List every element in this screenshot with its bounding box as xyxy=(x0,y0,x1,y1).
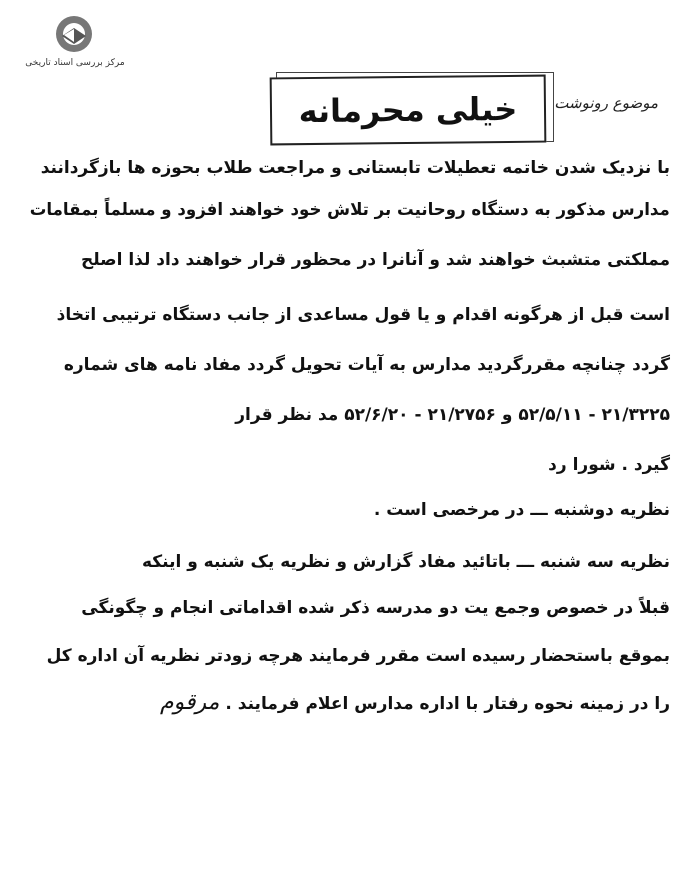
body-line-2: مدارس مذکور به دستگاه روحانیت بر تلاش خود خواهند افزود و مسلماً بمقامات xyxy=(29,200,670,220)
book-logo-icon xyxy=(52,14,96,54)
body-line-12: را در زمینه نحوه رفتار با اداره مدارس اعلام فرمایند . xyxy=(225,694,670,714)
top-note: موضوع رونوشت xyxy=(554,94,658,112)
logo-caption: مرکز بررسی اسناد تاریخی xyxy=(25,58,125,68)
body-line-8: نظریه دوشنبه ـــ در مرخصی است . xyxy=(373,500,670,520)
body-line-1: با نزدیک شدن خاتمه تعطیلات تابستانی و مراجعت طلاب بحوزه ها بازگردانند xyxy=(40,158,670,178)
body-line-10: قبلاً در خصوص وجمع یت دو مدرسه ذکر شده اقداماتی انجام و چگونگی xyxy=(81,598,670,618)
signature: مرقوم xyxy=(160,690,220,715)
body-line-5: گردد چنانچه مقررگردید مدارس به آیات تحویل گردد مفاد نامه های شماره xyxy=(63,355,670,375)
body-line-6: ۲۱/۳۲۲۵ - ۵۲/۵/۱۱ و ۲۱/۲۷۵۶ - ۵۲/۶/۲۰ مد نظر قرار xyxy=(235,405,670,425)
body-line-9: نظریه سه شنبه ـــ باتائید مفاد گزارش و نظریه یک شنبه و اینکه xyxy=(141,552,670,572)
body-line-3: مملکتی متشبث خواهند شد و آنانرا در محظور قرار خواهند داد لذا اصلح xyxy=(80,250,670,270)
body-line-7: گیرد . شورا رد xyxy=(548,455,670,475)
classification-stamp: خیلی محرمانه xyxy=(270,75,547,146)
body-line-4: است قبل از هرگونه اقدام و یا قول مساعدی از جانب دستگاه ترتیبی اتخاذ xyxy=(56,305,670,325)
archive-logo xyxy=(20,14,130,76)
body-line-11: بموقع باستحضار رسیده است مقرر فرمایند هرچه زودتر نظریه آن اداره کل xyxy=(46,646,670,666)
